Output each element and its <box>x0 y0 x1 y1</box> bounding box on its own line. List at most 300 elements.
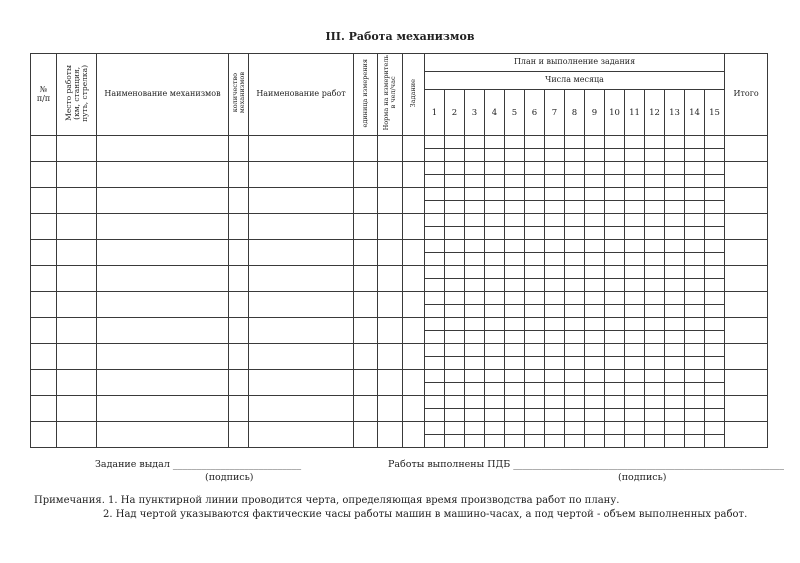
day-cell-upper[interactable] <box>645 266 665 279</box>
day-cell-lower[interactable] <box>425 149 445 162</box>
day-cell-upper[interactable] <box>445 396 465 409</box>
day-cell-upper[interactable] <box>685 422 705 435</box>
day-cell-upper[interactable] <box>425 344 445 357</box>
day-cell-upper[interactable] <box>645 370 665 383</box>
day-cell-lower[interactable] <box>545 227 565 240</box>
day-cell-upper[interactable] <box>505 136 525 149</box>
day-cell-upper[interactable] <box>485 422 505 435</box>
day-cell-lower[interactable] <box>605 253 625 266</box>
day-cell-upper[interactable] <box>565 422 585 435</box>
day-cell-lower[interactable] <box>645 331 665 344</box>
day-cell-lower[interactable] <box>445 357 465 370</box>
table-cell[interactable] <box>229 240 249 266</box>
day-cell-upper[interactable] <box>685 292 705 305</box>
table-cell[interactable] <box>354 396 378 422</box>
day-cell-lower[interactable] <box>645 227 665 240</box>
day-cell-lower[interactable] <box>465 357 485 370</box>
total-cell[interactable] <box>725 396 768 422</box>
day-cell-lower[interactable] <box>605 383 625 396</box>
day-cell-upper[interactable] <box>425 214 445 227</box>
day-cell-lower[interactable] <box>565 409 585 422</box>
day-cell-upper[interactable] <box>665 188 685 201</box>
day-cell-upper[interactable] <box>565 162 585 175</box>
table-cell[interactable] <box>97 370 229 396</box>
day-cell-lower[interactable] <box>485 149 505 162</box>
day-cell-lower[interactable] <box>625 201 645 214</box>
day-cell-upper[interactable] <box>565 240 585 253</box>
day-cell-upper[interactable] <box>685 214 705 227</box>
day-cell-upper[interactable] <box>505 344 525 357</box>
day-cell-upper[interactable] <box>665 136 685 149</box>
table-cell[interactable] <box>229 396 249 422</box>
day-cell-upper[interactable] <box>585 162 605 175</box>
total-cell[interactable] <box>725 188 768 214</box>
day-cell-lower[interactable] <box>605 227 625 240</box>
table-cell[interactable] <box>229 370 249 396</box>
table-cell[interactable] <box>229 422 249 448</box>
day-cell-lower[interactable] <box>665 175 685 188</box>
day-cell-lower[interactable] <box>685 201 705 214</box>
day-cell-lower[interactable] <box>525 409 545 422</box>
day-cell-upper[interactable] <box>545 344 565 357</box>
table-cell[interactable] <box>403 214 425 240</box>
day-cell-lower[interactable] <box>505 149 525 162</box>
day-cell-lower[interactable] <box>425 175 445 188</box>
day-cell-lower[interactable] <box>625 305 645 318</box>
table-cell[interactable] <box>229 266 249 292</box>
day-cell-upper[interactable] <box>705 370 725 383</box>
day-cell-lower[interactable] <box>545 435 565 448</box>
day-cell-upper[interactable] <box>645 344 665 357</box>
table-cell[interactable] <box>249 188 354 214</box>
day-cell-lower[interactable] <box>505 435 525 448</box>
day-cell-lower[interactable] <box>425 279 445 292</box>
day-cell-lower[interactable] <box>625 409 645 422</box>
day-cell-lower[interactable] <box>465 331 485 344</box>
table-cell[interactable] <box>97 214 229 240</box>
table-cell[interactable] <box>378 318 403 344</box>
day-cell-upper[interactable] <box>505 214 525 227</box>
day-cell-upper[interactable] <box>485 370 505 383</box>
day-cell-lower[interactable] <box>485 305 505 318</box>
table-cell[interactable] <box>97 344 229 370</box>
day-cell-lower[interactable] <box>565 149 585 162</box>
day-cell-upper[interactable] <box>445 162 465 175</box>
day-cell-upper[interactable] <box>485 240 505 253</box>
day-cell-upper[interactable] <box>485 162 505 175</box>
day-cell-upper[interactable] <box>545 266 565 279</box>
day-cell-upper[interactable] <box>545 188 565 201</box>
day-cell-lower[interactable] <box>525 331 545 344</box>
day-cell-lower[interactable] <box>685 279 705 292</box>
day-cell-upper[interactable] <box>485 188 505 201</box>
day-cell-lower[interactable] <box>645 149 665 162</box>
day-cell-upper[interactable] <box>645 318 665 331</box>
day-cell-lower[interactable] <box>605 409 625 422</box>
day-cell-lower[interactable] <box>525 175 545 188</box>
day-cell-upper[interactable] <box>445 136 465 149</box>
day-cell-upper[interactable] <box>585 240 605 253</box>
day-cell-lower[interactable] <box>625 227 645 240</box>
day-cell-upper[interactable] <box>505 292 525 305</box>
table-cell[interactable] <box>97 422 229 448</box>
day-cell-lower[interactable] <box>665 383 685 396</box>
day-cell-upper[interactable] <box>565 136 585 149</box>
total-cell[interactable] <box>725 240 768 266</box>
day-cell-upper[interactable] <box>585 318 605 331</box>
day-cell-upper[interactable] <box>705 396 725 409</box>
table-cell[interactable] <box>249 370 354 396</box>
table-cell[interactable] <box>403 396 425 422</box>
day-cell-upper[interactable] <box>705 292 725 305</box>
day-cell-upper[interactable] <box>425 188 445 201</box>
day-cell-upper[interactable] <box>505 266 525 279</box>
day-cell-upper[interactable] <box>545 422 565 435</box>
day-cell-upper[interactable] <box>465 292 485 305</box>
day-cell-upper[interactable] <box>605 422 625 435</box>
table-cell[interactable] <box>31 292 57 318</box>
day-cell-upper[interactable] <box>545 214 565 227</box>
day-cell-lower[interactable] <box>545 383 565 396</box>
day-cell-lower[interactable] <box>585 305 605 318</box>
day-cell-lower[interactable] <box>445 383 465 396</box>
day-cell-upper[interactable] <box>525 188 545 201</box>
day-cell-lower[interactable] <box>525 435 545 448</box>
day-cell-lower[interactable] <box>625 357 645 370</box>
table-cell[interactable] <box>31 188 57 214</box>
day-cell-upper[interactable] <box>425 162 445 175</box>
day-cell-upper[interactable] <box>605 292 625 305</box>
day-cell-lower[interactable] <box>545 149 565 162</box>
day-cell-upper[interactable] <box>605 188 625 201</box>
day-cell-lower[interactable] <box>685 331 705 344</box>
table-cell[interactable] <box>229 318 249 344</box>
table-cell[interactable] <box>31 396 57 422</box>
day-cell-lower[interactable] <box>565 383 585 396</box>
day-cell-lower[interactable] <box>585 253 605 266</box>
table-cell[interactable] <box>378 214 403 240</box>
day-cell-upper[interactable] <box>525 162 545 175</box>
day-cell-lower[interactable] <box>525 279 545 292</box>
day-cell-lower[interactable] <box>445 305 465 318</box>
day-cell-lower[interactable] <box>605 175 625 188</box>
table-cell[interactable] <box>249 240 354 266</box>
day-cell-upper[interactable] <box>645 396 665 409</box>
day-cell-lower[interactable] <box>565 253 585 266</box>
total-cell[interactable] <box>725 266 768 292</box>
day-cell-lower[interactable] <box>705 279 725 292</box>
day-cell-lower[interactable] <box>565 357 585 370</box>
day-cell-upper[interactable] <box>585 136 605 149</box>
day-cell-lower[interactable] <box>425 201 445 214</box>
table-cell[interactable] <box>57 162 97 188</box>
day-cell-lower[interactable] <box>665 279 685 292</box>
day-cell-lower[interactable] <box>685 227 705 240</box>
day-cell-lower[interactable] <box>465 175 485 188</box>
day-cell-upper[interactable] <box>465 188 485 201</box>
day-cell-lower[interactable] <box>705 383 725 396</box>
day-cell-lower[interactable] <box>565 279 585 292</box>
table-cell[interactable] <box>403 136 425 162</box>
day-cell-lower[interactable] <box>465 305 485 318</box>
total-cell[interactable] <box>725 292 768 318</box>
table-cell[interactable] <box>354 370 378 396</box>
day-cell-upper[interactable] <box>685 188 705 201</box>
day-cell-lower[interactable] <box>685 305 705 318</box>
day-cell-upper[interactable] <box>445 188 465 201</box>
day-cell-lower[interactable] <box>465 201 485 214</box>
table-cell[interactable] <box>403 292 425 318</box>
table-cell[interactable] <box>57 396 97 422</box>
day-cell-upper[interactable] <box>685 370 705 383</box>
day-cell-upper[interactable] <box>465 422 485 435</box>
day-cell-lower[interactable] <box>665 201 685 214</box>
table-cell[interactable] <box>403 318 425 344</box>
day-cell-lower[interactable] <box>425 435 445 448</box>
day-cell-upper[interactable] <box>645 240 665 253</box>
day-cell-lower[interactable] <box>645 253 665 266</box>
day-cell-lower[interactable] <box>605 201 625 214</box>
day-cell-upper[interactable] <box>425 396 445 409</box>
day-cell-upper[interactable] <box>685 318 705 331</box>
day-cell-lower[interactable] <box>645 435 665 448</box>
day-cell-upper[interactable] <box>625 240 645 253</box>
day-cell-upper[interactable] <box>625 422 645 435</box>
day-cell-lower[interactable] <box>685 409 705 422</box>
day-cell-upper[interactable] <box>565 188 585 201</box>
table-cell[interactable] <box>403 240 425 266</box>
table-cell[interactable] <box>31 240 57 266</box>
day-cell-upper[interactable] <box>505 240 525 253</box>
day-cell-upper[interactable] <box>605 162 625 175</box>
day-cell-upper[interactable] <box>605 240 625 253</box>
day-cell-lower[interactable] <box>585 409 605 422</box>
table-cell[interactable] <box>57 266 97 292</box>
day-cell-upper[interactable] <box>705 188 725 201</box>
day-cell-lower[interactable] <box>465 253 485 266</box>
day-cell-lower[interactable] <box>585 227 605 240</box>
day-cell-upper[interactable] <box>665 318 685 331</box>
day-cell-lower[interactable] <box>705 357 725 370</box>
day-cell-upper[interactable] <box>505 370 525 383</box>
day-cell-upper[interactable] <box>525 292 545 305</box>
table-cell[interactable] <box>403 266 425 292</box>
table-cell[interactable] <box>403 162 425 188</box>
table-cell[interactable] <box>378 292 403 318</box>
day-cell-upper[interactable] <box>585 370 605 383</box>
day-cell-lower[interactable] <box>545 279 565 292</box>
table-cell[interactable] <box>249 266 354 292</box>
table-cell[interactable] <box>249 214 354 240</box>
day-cell-lower[interactable] <box>505 305 525 318</box>
day-cell-lower[interactable] <box>665 227 685 240</box>
day-cell-lower[interactable] <box>465 383 485 396</box>
day-cell-lower[interactable] <box>465 227 485 240</box>
day-cell-lower[interactable] <box>565 175 585 188</box>
day-cell-lower[interactable] <box>545 357 565 370</box>
day-cell-upper[interactable] <box>485 214 505 227</box>
table-cell[interactable] <box>249 396 354 422</box>
day-cell-lower[interactable] <box>445 253 465 266</box>
day-cell-lower[interactable] <box>585 201 605 214</box>
day-cell-upper[interactable] <box>445 422 465 435</box>
day-cell-upper[interactable] <box>505 318 525 331</box>
day-cell-upper[interactable] <box>485 396 505 409</box>
day-cell-lower[interactable] <box>585 175 605 188</box>
day-cell-lower[interactable] <box>605 357 625 370</box>
table-cell[interactable] <box>249 318 354 344</box>
day-cell-upper[interactable] <box>525 396 545 409</box>
day-cell-upper[interactable] <box>665 214 685 227</box>
day-cell-lower[interactable] <box>425 227 445 240</box>
table-cell[interactable] <box>249 344 354 370</box>
day-cell-upper[interactable] <box>645 188 665 201</box>
day-cell-upper[interactable] <box>685 266 705 279</box>
day-cell-lower[interactable] <box>445 175 465 188</box>
total-cell[interactable] <box>725 162 768 188</box>
day-cell-lower[interactable] <box>645 383 665 396</box>
table-cell[interactable] <box>97 318 229 344</box>
day-cell-lower[interactable] <box>685 357 705 370</box>
day-cell-upper[interactable] <box>645 162 665 175</box>
day-cell-upper[interactable] <box>445 240 465 253</box>
day-cell-lower[interactable] <box>565 435 585 448</box>
day-cell-lower[interactable] <box>645 201 665 214</box>
table-cell[interactable] <box>403 422 425 448</box>
day-cell-lower[interactable] <box>685 175 705 188</box>
table-cell[interactable] <box>97 266 229 292</box>
day-cell-lower[interactable] <box>565 201 585 214</box>
day-cell-lower[interactable] <box>505 279 525 292</box>
day-cell-lower[interactable] <box>525 201 545 214</box>
day-cell-lower[interactable] <box>445 435 465 448</box>
day-cell-lower[interactable] <box>525 305 545 318</box>
table-cell[interactable] <box>354 422 378 448</box>
day-cell-lower[interactable] <box>525 253 545 266</box>
table-cell[interactable] <box>354 292 378 318</box>
table-cell[interactable] <box>229 292 249 318</box>
day-cell-upper[interactable] <box>525 266 545 279</box>
day-cell-lower[interactable] <box>585 149 605 162</box>
day-cell-upper[interactable] <box>685 162 705 175</box>
day-cell-upper[interactable] <box>625 344 645 357</box>
day-cell-upper[interactable] <box>545 370 565 383</box>
day-cell-lower[interactable] <box>545 253 565 266</box>
table-cell[interactable] <box>97 162 229 188</box>
table-cell[interactable] <box>354 188 378 214</box>
day-cell-upper[interactable] <box>585 188 605 201</box>
day-cell-upper[interactable] <box>625 136 645 149</box>
day-cell-upper[interactable] <box>485 266 505 279</box>
day-cell-upper[interactable] <box>425 318 445 331</box>
day-cell-lower[interactable] <box>465 435 485 448</box>
day-cell-lower[interactable] <box>645 175 665 188</box>
day-cell-upper[interactable] <box>565 344 585 357</box>
day-cell-upper[interactable] <box>505 396 525 409</box>
day-cell-upper[interactable] <box>525 136 545 149</box>
day-cell-lower[interactable] <box>565 227 585 240</box>
day-cell-upper[interactable] <box>545 240 565 253</box>
day-cell-lower[interactable] <box>605 331 625 344</box>
day-cell-lower[interactable] <box>625 279 645 292</box>
day-cell-upper[interactable] <box>525 240 545 253</box>
table-cell[interactable] <box>57 318 97 344</box>
day-cell-upper[interactable] <box>605 136 625 149</box>
day-cell-lower[interactable] <box>685 435 705 448</box>
day-cell-lower[interactable] <box>485 175 505 188</box>
day-cell-lower[interactable] <box>425 253 445 266</box>
day-cell-upper[interactable] <box>625 396 645 409</box>
day-cell-upper[interactable] <box>525 370 545 383</box>
table-cell[interactable] <box>354 162 378 188</box>
day-cell-lower[interactable] <box>605 279 625 292</box>
table-cell[interactable] <box>57 136 97 162</box>
day-cell-upper[interactable] <box>465 344 485 357</box>
day-cell-upper[interactable] <box>625 214 645 227</box>
day-cell-upper[interactable] <box>705 422 725 435</box>
day-cell-lower[interactable] <box>425 357 445 370</box>
day-cell-upper[interactable] <box>705 214 725 227</box>
day-cell-upper[interactable] <box>645 214 665 227</box>
table-cell[interactable] <box>31 214 57 240</box>
day-cell-upper[interactable] <box>565 266 585 279</box>
day-cell-lower[interactable] <box>505 253 525 266</box>
day-cell-lower[interactable] <box>705 331 725 344</box>
day-cell-upper[interactable] <box>705 162 725 175</box>
day-cell-lower[interactable] <box>505 383 525 396</box>
day-cell-lower[interactable] <box>425 305 445 318</box>
day-cell-upper[interactable] <box>445 370 465 383</box>
table-cell[interactable] <box>97 292 229 318</box>
day-cell-upper[interactable] <box>605 344 625 357</box>
day-cell-upper[interactable] <box>445 318 465 331</box>
day-cell-upper[interactable] <box>665 370 685 383</box>
table-cell[interactable] <box>31 344 57 370</box>
table-cell[interactable] <box>31 422 57 448</box>
table-cell[interactable] <box>229 214 249 240</box>
day-cell-lower[interactable] <box>445 227 465 240</box>
day-cell-lower[interactable] <box>705 175 725 188</box>
day-cell-upper[interactable] <box>645 136 665 149</box>
day-cell-upper[interactable] <box>625 318 645 331</box>
day-cell-lower[interactable] <box>665 149 685 162</box>
day-cell-upper[interactable] <box>445 214 465 227</box>
day-cell-upper[interactable] <box>665 292 685 305</box>
table-cell[interactable] <box>378 422 403 448</box>
day-cell-lower[interactable] <box>505 409 525 422</box>
day-cell-lower[interactable] <box>465 149 485 162</box>
day-cell-upper[interactable] <box>585 396 605 409</box>
day-cell-lower[interactable] <box>445 279 465 292</box>
table-cell[interactable] <box>229 136 249 162</box>
day-cell-upper[interactable] <box>605 318 625 331</box>
total-cell[interactable] <box>725 422 768 448</box>
day-cell-upper[interactable] <box>625 292 645 305</box>
day-cell-upper[interactable] <box>665 344 685 357</box>
day-cell-lower[interactable] <box>665 305 685 318</box>
table-cell[interactable] <box>378 240 403 266</box>
day-cell-upper[interactable] <box>485 318 505 331</box>
day-cell-upper[interactable] <box>565 396 585 409</box>
table-cell[interactable] <box>249 292 354 318</box>
table-cell[interactable] <box>378 396 403 422</box>
day-cell-lower[interactable] <box>465 279 485 292</box>
table-cell[interactable] <box>97 136 229 162</box>
day-cell-lower[interactable] <box>605 149 625 162</box>
table-cell[interactable] <box>97 188 229 214</box>
table-cell[interactable] <box>403 370 425 396</box>
table-cell[interactable] <box>31 266 57 292</box>
